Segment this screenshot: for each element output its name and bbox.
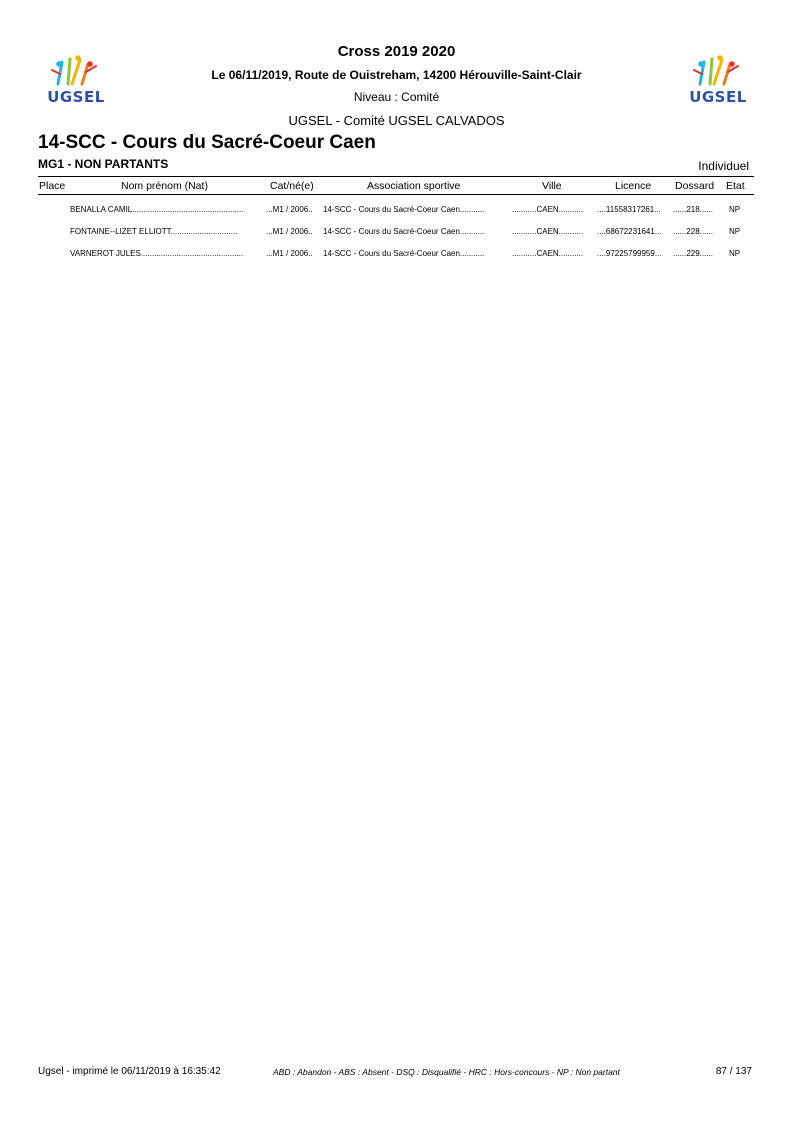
row-association: 14-SCC - Cours du Sacré-Coeur Caen........... bbox=[323, 249, 485, 258]
club-title: 14-SCC - Cours du Sacré-Coeur Caen bbox=[38, 132, 376, 153]
footer-page-number: 87 / 137 bbox=[715, 1066, 752, 1077]
col-bib: Dossard bbox=[675, 180, 715, 192]
row-status: NP bbox=[729, 205, 741, 214]
row-association: 14-SCC - Cours du Sacré-Coeur Caen........... bbox=[323, 205, 485, 214]
ugsel-logo-text: UGSEL bbox=[689, 88, 747, 106]
row-name: FONTAINE--LIZET ELLIOTT.............................. bbox=[70, 227, 238, 236]
ugsel-figures-icon bbox=[38, 50, 114, 90]
row-cat: ...M1 / 2006.. bbox=[266, 249, 313, 258]
row-name: BENALLA CAMIL.................................................. bbox=[70, 205, 244, 214]
row-licence: ....68672231641... bbox=[597, 227, 662, 236]
row-status: NP bbox=[729, 249, 741, 258]
row-licence: ....11558317261... bbox=[597, 205, 661, 214]
footer-printed: Ugsel - imprimé le 06/11/2019 à 16:35:42 bbox=[38, 1066, 221, 1077]
col-association: Association sportive bbox=[367, 180, 461, 192]
event-level: Niveau : Comité bbox=[353, 90, 440, 104]
row-licence: ....97225799959... bbox=[597, 249, 662, 258]
row-city: ...........CAEN........... bbox=[512, 205, 584, 214]
table-header-rule bbox=[38, 194, 754, 195]
row-name: VARNEROT JULES.............................................. bbox=[70, 249, 244, 258]
row-cat: ...M1 / 2006.. bbox=[266, 205, 313, 214]
ugsel-logo-right bbox=[680, 50, 756, 108]
result-type: Individuel bbox=[698, 159, 749, 173]
row-bib: ......218...... bbox=[673, 205, 714, 214]
ugsel-figures-icon bbox=[680, 50, 756, 90]
col-city: Ville bbox=[542, 180, 562, 192]
category-title: MG1 - NON PARTANTS bbox=[38, 157, 169, 171]
row-status: NP bbox=[729, 227, 741, 236]
row-bib: ......229...... bbox=[673, 249, 714, 258]
row-city: ...........CAEN........... bbox=[512, 249, 584, 258]
row-association: 14-SCC - Cours du Sacré-Coeur Caen........... bbox=[323, 227, 485, 236]
col-name: Nom prénom (Nat) bbox=[121, 180, 208, 192]
ugsel-logo-left bbox=[38, 50, 114, 108]
col-place: Place bbox=[39, 180, 66, 192]
col-status: Etat bbox=[726, 180, 745, 192]
col-licence: Licence bbox=[615, 180, 652, 192]
event-organizer: UGSEL - Comité UGSEL CALVADOS bbox=[288, 113, 505, 128]
footer-legend: ABD : Abandon - ABS : Absent - DSQ : Disqualifié - HRC : Hors-concours - NP : Non partant bbox=[273, 1067, 620, 1077]
event-venue: Le 06/11/2019, Route de Ouistreham, 14200 Hérouville-Saint-Clair bbox=[211, 68, 582, 82]
table-row bbox=[0, 227, 793, 239]
event-title: Cross 2019 2020 bbox=[337, 43, 456, 60]
row-city: ...........CAEN........... bbox=[512, 227, 584, 236]
table-row bbox=[0, 249, 793, 261]
col-cat: Cat/né(e) bbox=[270, 180, 314, 192]
row-bib: ......228...... bbox=[673, 227, 714, 236]
table-top-rule bbox=[38, 176, 754, 177]
table-row bbox=[0, 205, 793, 217]
row-cat: ...M1 / 2006.. bbox=[266, 227, 313, 236]
ugsel-logo-text: UGSEL bbox=[47, 88, 105, 106]
